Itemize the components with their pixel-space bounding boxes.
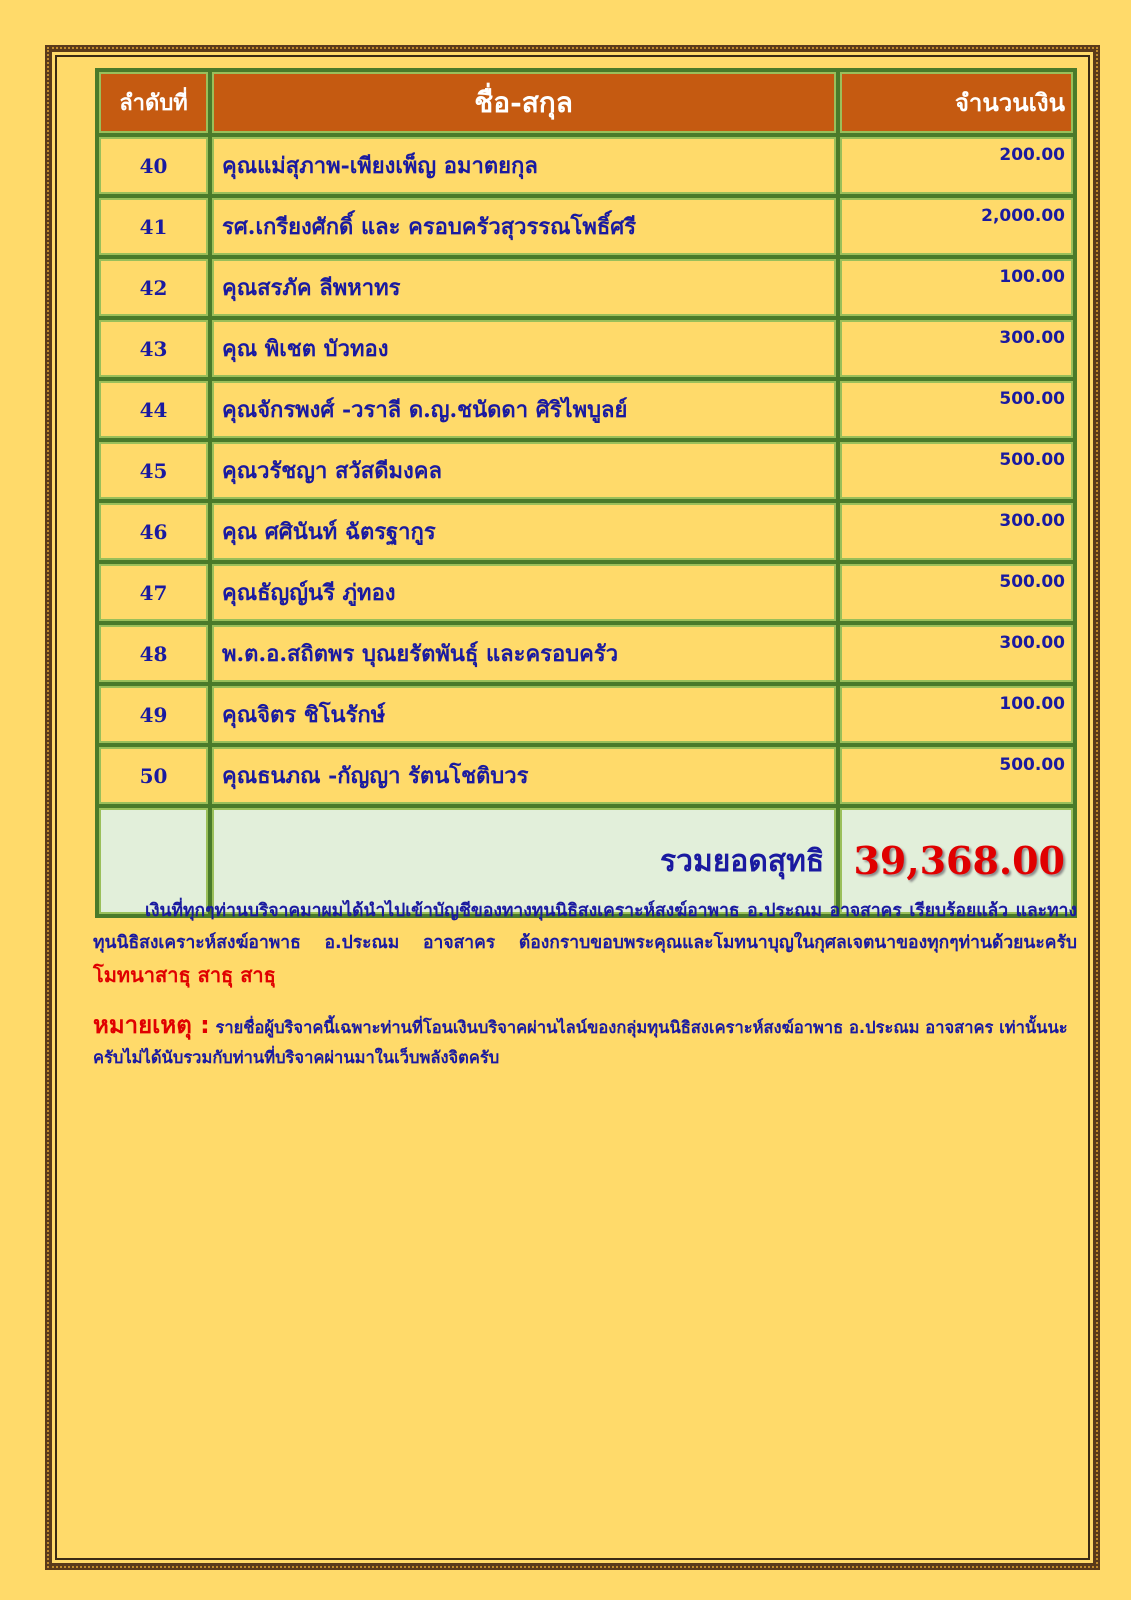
table-header-row [99, 72, 1073, 133]
table-row [99, 320, 1073, 377]
row-amount: 2,000.00 [840, 198, 1073, 255]
row-name: คุณจิตร ชิโนรักษ์ [212, 686, 836, 743]
row-name: คุณ พิเชต บัวทอง [212, 320, 836, 377]
row-name: คุณสรภัค ลีพหาทร [212, 259, 836, 316]
thanks-highlight: โมทนาสาธุ สาธุ สาธุ [93, 963, 276, 987]
total-value: 39,368.00 [840, 808, 1073, 914]
row-no: 41 [99, 198, 208, 255]
row-amount: 300.00 [840, 320, 1073, 377]
thanks-text: เงินที่ทุกๆท่านบริจาคมาผมได้นำไปเข้าบัญชีของทางทุนนิธิสงเคราะห์สงฆ์อาพาธ อ.ประณม อาจสาคร เรียบร้อยแล้ว และทางทุนนิธิสงเคราะห์สงฆ์อาพาธ อ.ประณม อาจสาคร ต้องกราบขอบพระคุณและโมทนาบุญในกุศลเจตนาของทุกๆท่านด้วยนะครับ [93, 901, 1077, 953]
row-name: คุณจักรพงศ์ -วราลี ด.ญ.ชนัดดา ศิริไพบูลย์ [212, 381, 836, 438]
row-no: 42 [99, 259, 208, 316]
table-row [99, 503, 1073, 560]
table-row [99, 625, 1073, 682]
donation-table [95, 68, 1077, 918]
row-no: 50 [99, 747, 208, 804]
row-no: 48 [99, 625, 208, 682]
table-row [99, 198, 1073, 255]
header-amount: จำนวนเงิน [840, 72, 1073, 133]
row-name: คุณแม่สุภาพ-เพียงเพ็ญ อมาตยกุล [212, 137, 836, 194]
row-amount: 100.00 [840, 686, 1073, 743]
table-row [99, 747, 1073, 804]
row-no: 47 [99, 564, 208, 621]
row-no: 46 [99, 503, 208, 560]
note-label: หมายเหตุ : [93, 1011, 210, 1039]
header-no: ลำดับที่ [99, 72, 208, 133]
row-name: คุณธัญญ์นรี ภู่ทอง [212, 564, 836, 621]
note-paragraph [93, 1010, 1077, 1073]
row-no: 45 [99, 442, 208, 499]
row-amount: 500.00 [840, 442, 1073, 499]
thanks-paragraph [93, 895, 1077, 993]
row-amount: 500.00 [840, 564, 1073, 621]
row-no: 43 [99, 320, 208, 377]
row-amount: 200.00 [840, 137, 1073, 194]
table-row [99, 686, 1073, 743]
row-no: 44 [99, 381, 208, 438]
table-row [99, 442, 1073, 499]
row-name: คุณวรัชญา สวัสดีมงคล [212, 442, 836, 499]
row-name: พ.ต.อ.สถิตพร บุณยรัตพันธุ์ และครอบครัว [212, 625, 836, 682]
row-amount: 300.00 [840, 625, 1073, 682]
row-name: รศ.เกรียงศักดิ์ และ ครอบครัวสุวรรณโพธิ์ศรี [212, 198, 836, 255]
note-text: รายชื่อผู้บริจาคนี้เฉพาะท่านที่โอนเงินบริจาคผ่านไลน์ของกลุ่มทุนนิธิสงเคราะห์สงฆ์อาพาธ อ.ประณม อาจสาคร เท่านั้นนะครับไม่ได้นับรวมกับท่านที่บริจาคผ่านมาในเว็บพลังจิตครับ [93, 1018, 1068, 1067]
row-amount: 500.00 [840, 747, 1073, 804]
row-no: 49 [99, 686, 208, 743]
table-row [99, 381, 1073, 438]
table-row [99, 564, 1073, 621]
row-amount: 300.00 [840, 503, 1073, 560]
table-row [99, 259, 1073, 316]
header-name: ชื่อ-สกุล [212, 72, 836, 133]
total-label: รวมยอดสุทธิ [212, 808, 836, 914]
table-row [99, 137, 1073, 194]
row-name: คุณธนภณ -กัญญา รัตนโชติบวร [212, 747, 836, 804]
row-no: 40 [99, 137, 208, 194]
row-amount: 500.00 [840, 381, 1073, 438]
row-name: คุณ ศศินันท์ ฉัตรฐากูร [212, 503, 836, 560]
row-amount: 100.00 [840, 259, 1073, 316]
